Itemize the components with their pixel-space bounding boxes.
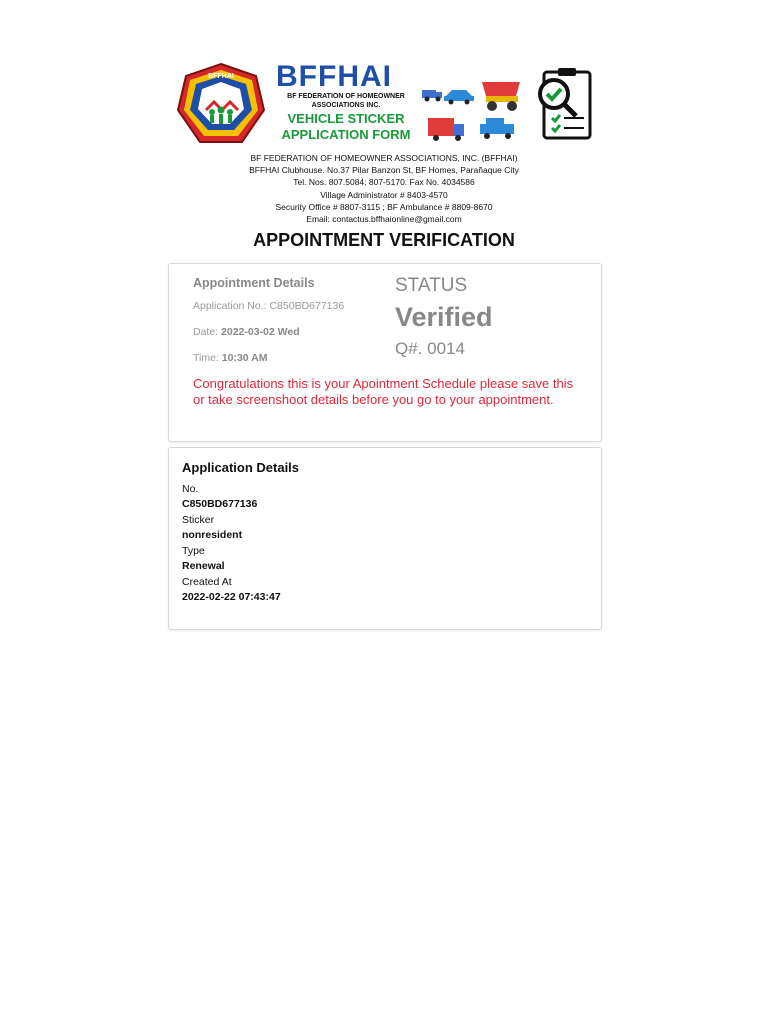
status-value: Verified xyxy=(395,302,493,332)
form-title-line2: APPLICATION FORM xyxy=(281,127,411,142)
application-details-title: Application Details xyxy=(182,460,300,475)
sticker-label: Sticker xyxy=(182,514,215,526)
form-title-line1: VEHICLE STICKER xyxy=(287,111,405,126)
confirmation-message: Congratulations this is your Apointment Schedule please save this or take screenshoot details before you go to your appointment. xyxy=(193,376,574,407)
org-line-name: BF FEDERATION OF HOMEOWNER ASSOCIATIONS, INC. (BFFHAI) xyxy=(250,153,518,163)
date-value: 2022-03-02 Wed xyxy=(221,326,300,338)
type-label: Type xyxy=(182,545,205,557)
seal-logo-icon xyxy=(176,62,266,146)
vehicles-icon xyxy=(420,76,530,146)
type-value: Renewal xyxy=(182,560,225,572)
org-line-email: Email: contactus.bffhaionline@gmail.com xyxy=(306,214,462,225)
date-label: Date: xyxy=(193,326,219,338)
sticker-value: nonresident xyxy=(182,529,243,541)
page-title: APPOINTMENT VERIFICATION xyxy=(253,230,515,250)
organization-info xyxy=(0,152,768,225)
status-label: STATUS xyxy=(395,275,468,296)
appointment-details-card xyxy=(168,263,602,442)
appointment-details-title: Appointment Details xyxy=(193,276,315,290)
seal-text: BFFHAI xyxy=(208,73,234,80)
header-banner xyxy=(176,62,596,152)
org-line-security: Security Office # 8807-3115 ; BF Ambulance # 8809-8670 xyxy=(275,201,493,212)
application-number-label: Application No.: xyxy=(193,300,267,312)
brand-subtitle-line2: ASSOCIATIONS INC. xyxy=(311,102,381,109)
brand-block xyxy=(276,62,416,142)
checklist-magnifier-icon xyxy=(534,66,596,142)
created-at-label: Created At xyxy=(182,576,232,588)
queue-number: Q#. 0014 xyxy=(395,339,465,358)
created-at-value: 2022-02-22 07:43:47 xyxy=(182,591,281,603)
application-number-line xyxy=(193,300,344,312)
org-line-phone: Tel. Nos. 807.5084; 807-5170. Fax No. 4034586 xyxy=(293,177,475,188)
application-number-value: C850BD677136 xyxy=(269,300,345,312)
time-value: 10:30 AM xyxy=(221,352,268,364)
org-line-address: BFFHAI Clubhouse. No.37 Pilar Banzon St, BF Homes, Parañaque City xyxy=(249,165,519,176)
no-label: No. xyxy=(182,483,199,495)
application-details-card xyxy=(168,447,602,630)
brand-name: BFFHAI xyxy=(276,60,392,93)
date-line xyxy=(193,326,300,338)
time-label: Time: xyxy=(193,352,219,364)
time-line xyxy=(193,352,268,364)
brand-subtitle-line1: BF FEDERATION OF HOMEOWNER xyxy=(287,93,405,100)
no-value: C850BD677136 xyxy=(182,498,258,510)
org-line-admin: Village Administrator # 8403-4570 xyxy=(320,189,448,200)
